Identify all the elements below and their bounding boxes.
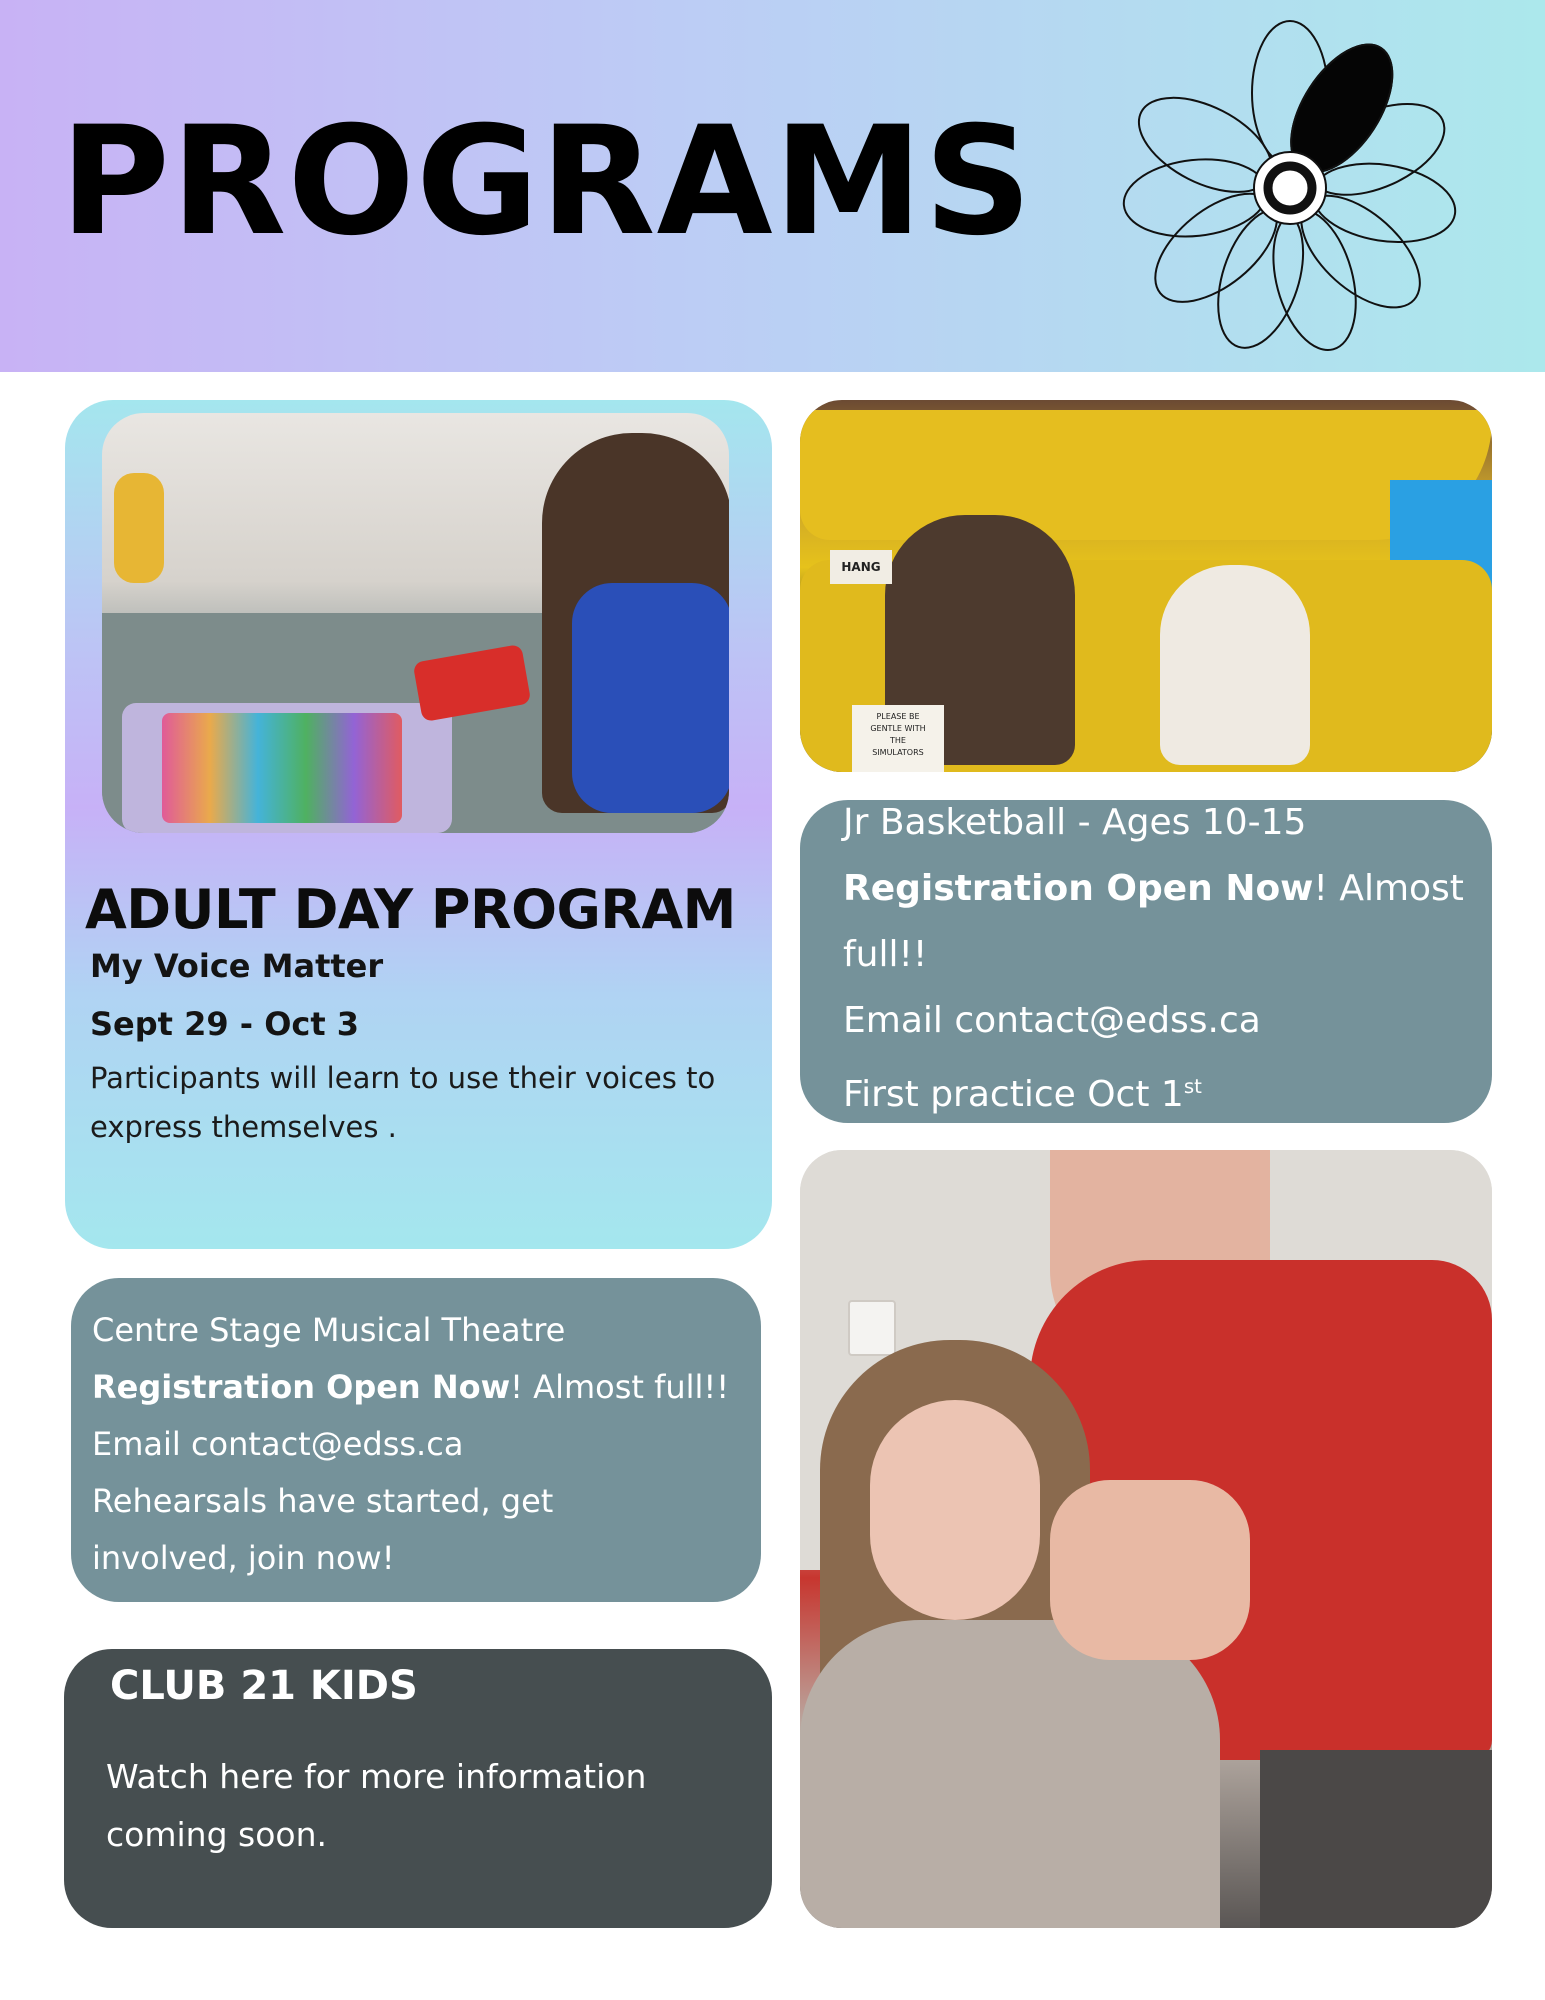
registration-suffix: ! Almost bbox=[1313, 868, 1464, 909]
basketball-registration-cont: full!! bbox=[843, 934, 928, 975]
hangar-sign: HANG bbox=[830, 550, 892, 584]
sign-line: GENTLE WITH bbox=[870, 724, 926, 733]
simulator-photo bbox=[800, 400, 1492, 772]
practice-text: First practice Oct 1 bbox=[843, 1074, 1184, 1115]
basketball-first-practice bbox=[843, 1054, 1202, 1128]
craft-table-photo bbox=[102, 413, 729, 833]
dark-pants bbox=[1260, 1750, 1492, 1928]
sign-line: SIMULATORS bbox=[872, 748, 924, 757]
registration-label: Registration Open Now bbox=[843, 868, 1314, 909]
adult-program-description: Participants will learn to use their voices to express themselves . bbox=[90, 1061, 716, 1144]
basketball-title: Jr Basketball - Ages 10-15 bbox=[843, 802, 1307, 843]
basketball-email: Email contact@edss.ca bbox=[843, 1000, 1261, 1041]
club21-text: Watch here for more information coming soon. bbox=[106, 1757, 647, 1854]
grey-sweater bbox=[800, 1620, 1220, 1928]
theatre-title: Centre Stage Musical Theatre bbox=[92, 1311, 566, 1349]
practice-ordinal: st bbox=[1183, 1075, 1202, 1098]
sign-line: THE bbox=[890, 736, 906, 745]
sign-line: PLEASE BE bbox=[876, 712, 920, 721]
theatre-rehearsal-line-1: Rehearsals have started, get bbox=[92, 1482, 554, 1520]
peace-hands bbox=[1050, 1480, 1250, 1660]
adult-program-subtitle: My Voice Matter bbox=[90, 947, 384, 985]
blue-shirt bbox=[572, 583, 729, 813]
flower-icon bbox=[1110, 20, 1470, 360]
markers-stack bbox=[162, 713, 402, 823]
page-title: PROGRAMS bbox=[60, 95, 1033, 269]
registration-label: Registration Open Now bbox=[92, 1368, 511, 1406]
registration-suffix: ! Almost full!! bbox=[510, 1368, 730, 1406]
adult-program-title: ADULT DAY PROGRAM bbox=[85, 878, 736, 941]
person-right bbox=[1160, 565, 1310, 765]
club21-title: CLUB 21 KIDS bbox=[110, 1663, 418, 1709]
pineapple-figure bbox=[114, 473, 164, 583]
theatre-email: Email contact@edss.ca bbox=[92, 1425, 464, 1463]
adult-program-dates: Sept 29 - Oct 3 bbox=[90, 1005, 360, 1043]
basketball-registration bbox=[843, 856, 1464, 922]
person-woman-face bbox=[870, 1400, 1040, 1620]
light-switch bbox=[848, 1300, 896, 1356]
theatre-registration bbox=[92, 1359, 729, 1416]
selfie-photo bbox=[800, 1150, 1492, 1928]
simulator-warning-sign bbox=[852, 705, 944, 772]
plane-wing bbox=[800, 410, 1492, 540]
theatre-rehearsal-line-2: involved, join now! bbox=[92, 1539, 395, 1577]
